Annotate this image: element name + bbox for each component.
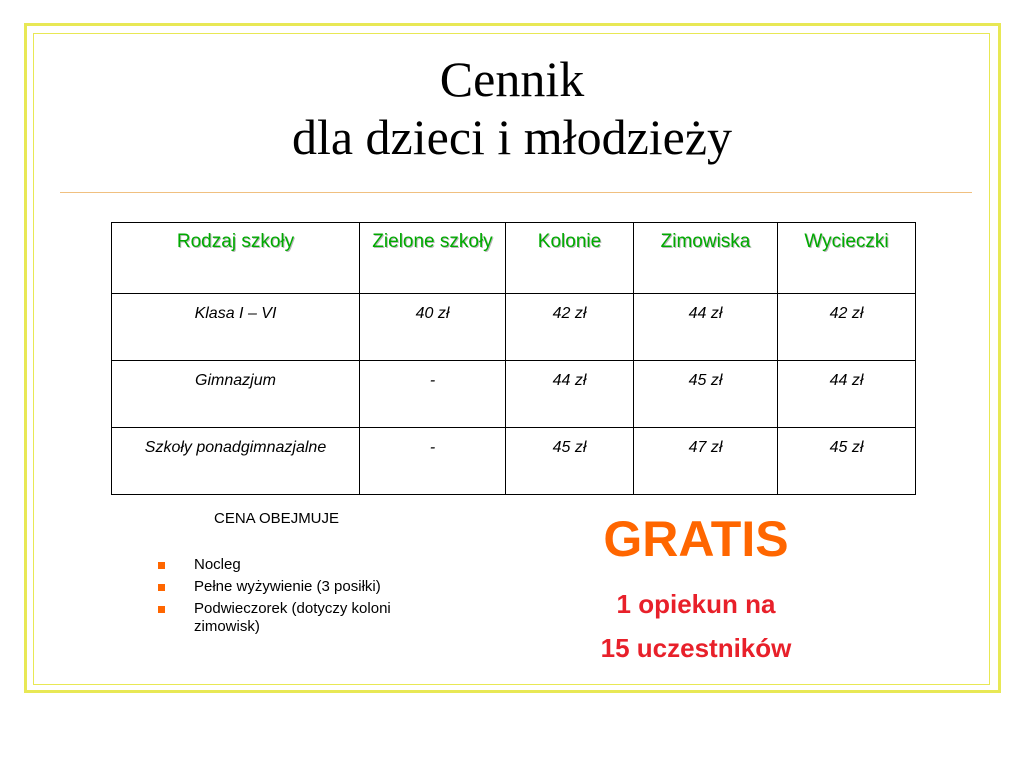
header-winter-camps: Zimowiska (634, 223, 778, 294)
gratis-line-1: 1 opiekun na (616, 589, 776, 619)
list-item-label: Pełne wyżywienie (3 posiłki) (194, 578, 381, 595)
title-divider (60, 192, 972, 193)
table-cell: Klasa I – VI (112, 294, 360, 361)
slide-title (0, 50, 1024, 166)
price-table (111, 222, 916, 495)
table-cell: 44 zł (634, 294, 778, 361)
table-row (112, 428, 916, 495)
table-cell: - (360, 428, 506, 495)
includes-title: CENA OBEJMUJE (214, 510, 340, 527)
square-bullet-icon (158, 562, 165, 569)
table-header-row (112, 223, 916, 294)
header-green-schools: Zielone szkoły (360, 223, 506, 294)
table-cell: 44 zł (778, 361, 916, 428)
list-item (155, 578, 455, 596)
table-cell: 47 zł (634, 428, 778, 495)
table-cell: Szkoły ponadgimnazjalne (112, 428, 360, 495)
table-row (112, 361, 916, 428)
table-cell: - (360, 361, 506, 428)
table-cell: 45 zł (778, 428, 916, 495)
table-cell: 44 zł (506, 361, 634, 428)
title-line-1: Cennik (439, 51, 585, 107)
table-cell: Gimnazjum (112, 361, 360, 428)
includes-list (155, 556, 455, 640)
square-bullet-icon (158, 584, 165, 591)
square-bullet-icon (158, 606, 165, 613)
table-cell: 40 zł (360, 294, 506, 361)
header-trips: Wycieczki (778, 223, 916, 294)
title-line-2: dla dzieci i młodzieży (291, 109, 733, 165)
list-item (155, 600, 455, 636)
table-cell: 42 zł (506, 294, 634, 361)
header-school-type: Rodzaj szkoły (112, 223, 360, 294)
gratis-headline: GRATIS (603, 511, 789, 567)
header-camps: Kolonie (506, 223, 634, 294)
list-item (155, 556, 455, 574)
gratis-line-2: 15 uczestników (600, 633, 792, 663)
table-cell: 42 zł (778, 294, 916, 361)
list-item-label: Nocleg (194, 556, 241, 573)
table-row (112, 294, 916, 361)
list-item-label: Podwieczorek (dotyczy koloni zimowisk) (194, 600, 391, 635)
table-cell: 45 zł (506, 428, 634, 495)
table-cell: 45 zł (634, 361, 778, 428)
